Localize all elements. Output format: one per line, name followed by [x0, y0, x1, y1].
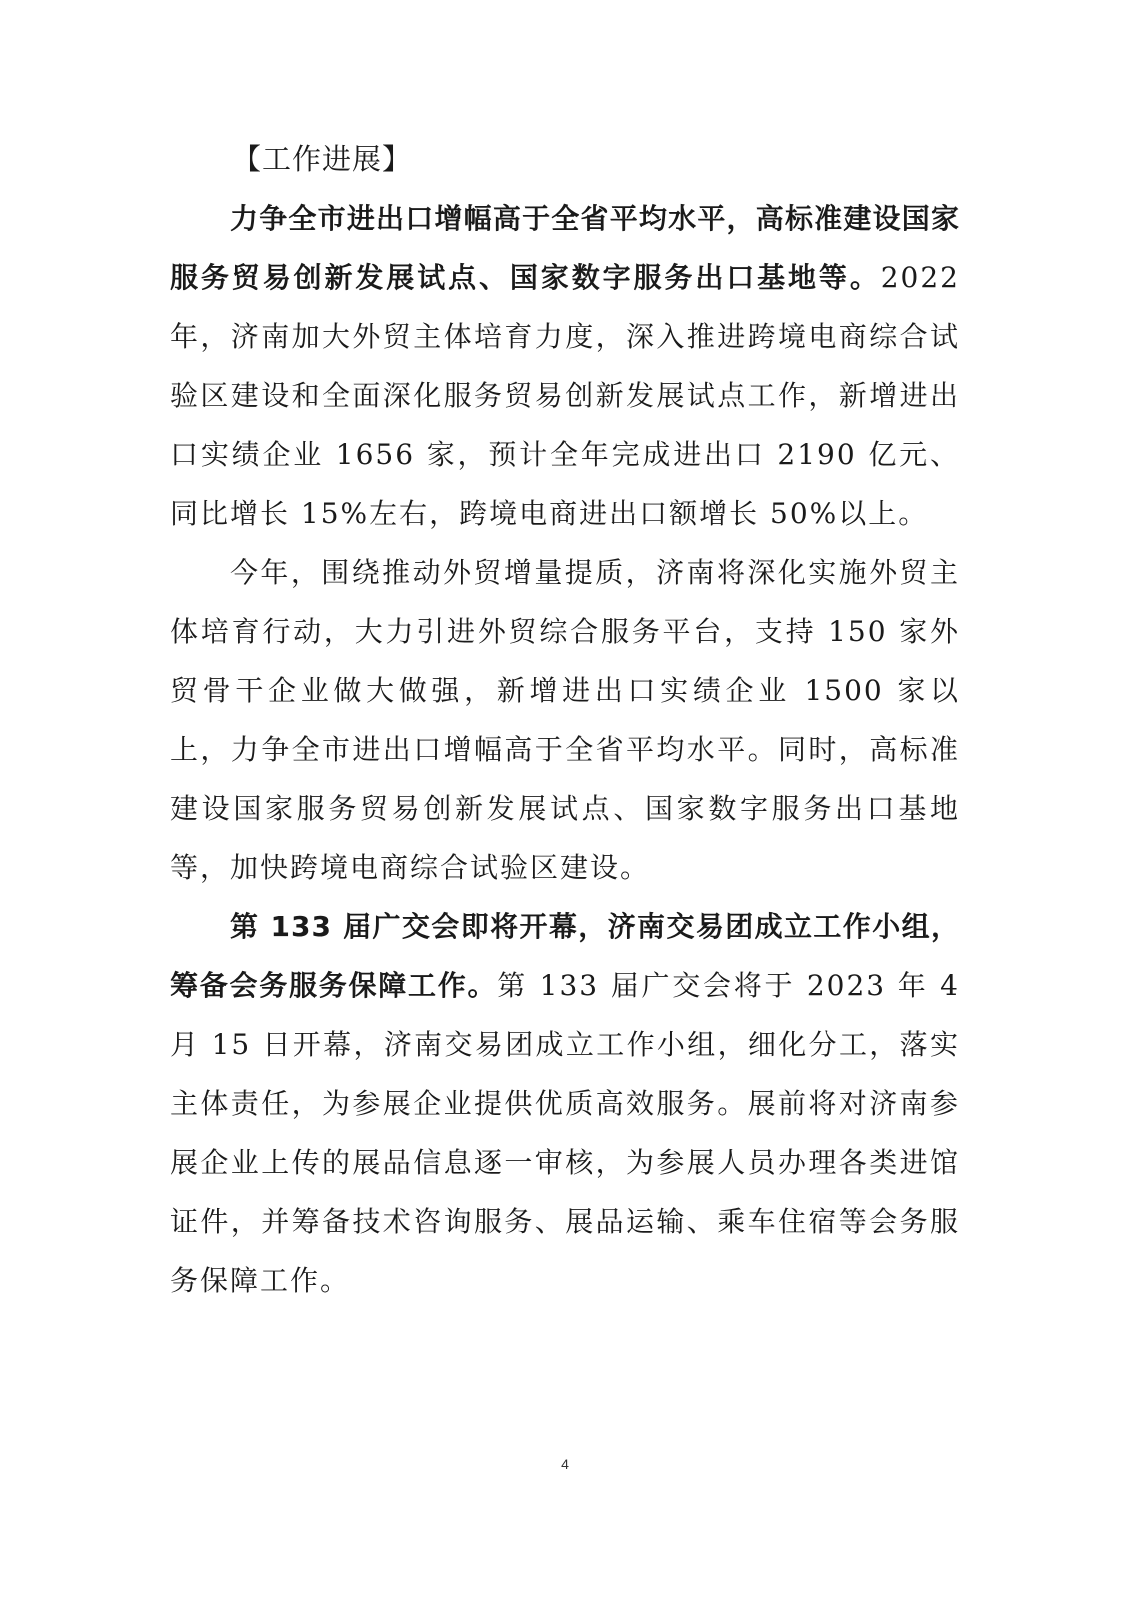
paragraph-lead: 力争全市进出口增幅高于全省平均水平，高标准建设国家服务贸易创新发展试点、国家数字服务出口基地等。	[170, 202, 960, 294]
page-number: 4	[561, 1456, 569, 1472]
paragraph-canton-fair	[170, 897, 960, 1310]
paragraph-this-year	[170, 543, 960, 897]
paragraph-body: 2022年，济南加大外贸主体培育力度，深入推进跨境电商综合试验区建设和全面深化服务贸易创新发展试点工作，新增进出口实绩企业 1656 家，预计全年完成进出口 2190 亿元、同比增长 15%左右，跨境电商进出口额增长 50%以上。	[170, 261, 960, 530]
section-title: 【工作进展】	[232, 142, 413, 176]
document-page	[170, 130, 960, 1310]
paragraph-lead: 第 133 届广交会即将开幕，济南交易团成立工作小组，筹备会务服务保障工作。	[170, 910, 960, 1002]
paragraph-body: 第 133 届广交会将于 2023 年 4 月 15 日开幕，济南交易团成立工作小组，细化分工，落实主体责任，为参展企业提供优质高效服务。展前将对济南参展企业上传的展品信息逐一审核，为参展人员办理各类进馆证件，并筹备技术咨询服务、展品运输、乘车住宿等会务服务保障工作。	[170, 969, 960, 1297]
paragraph-foreign-trade	[170, 189, 960, 543]
paragraph-body: 今年，围绕推动外贸增量提质，济南将深化实施外贸主体培育行动，大力引进外贸综合服务平台，支持 150 家外贸骨干企业做大做强，新增进出口实绩企业 1500 家以上，力争全市进出口增幅高于全省平均水平。同时，高标准建设国家服务贸易创新发展试点、国家数字服务出口基地等，加快跨境电商综合试验区建设。	[170, 556, 960, 884]
